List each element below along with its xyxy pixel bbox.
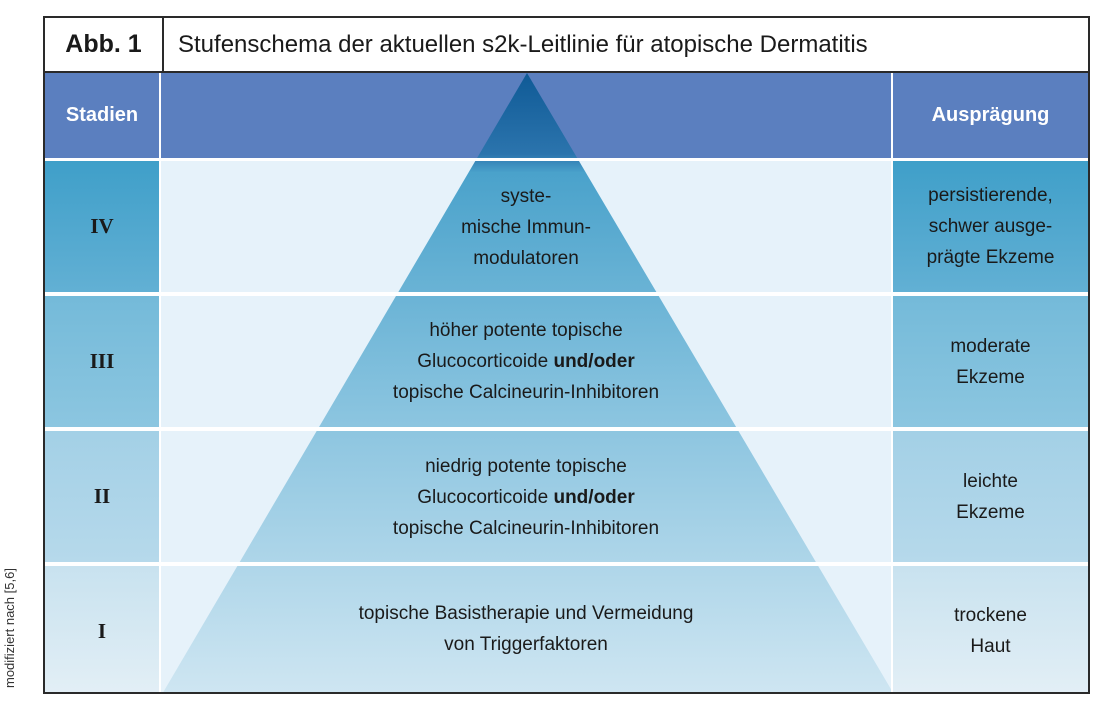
therapy-text-iv: syste- mische Immun- modulatoren: [461, 186, 591, 269]
severity-text: trockene Haut: [954, 605, 1027, 657]
therapy-text-i: topische Basistherapie und Vermeidung von Triggerfaktoren: [358, 603, 694, 655]
therapy-text-iii: höher potente topische Glucocorticoide und/oder topische Calcineurin-Inhibitoren: [392, 320, 660, 403]
severity-text: moderate Ekzeme: [950, 335, 1031, 388]
and-or-emphasis: und/oder: [553, 487, 635, 508]
source-note: modifiziert nach [5,6]: [2, 568, 17, 688]
figure-title: Stufenschema der aktuellen s2k-Leitlinie für atopische Dermatitis: [178, 30, 868, 58]
and-or-emphasis: und/oder: [553, 351, 635, 372]
figure-frame: [43, 16, 1090, 694]
figure-label: Abb. 1: [45, 18, 164, 71]
header-auspraegung: Ausprägung: [931, 104, 1050, 126]
stage-numeral: II: [93, 484, 111, 508]
severity-text: leichte Ekzeme: [956, 470, 1025, 523]
header-stadien: Stadien: [65, 104, 139, 126]
stage-numeral: III: [89, 349, 115, 373]
stage-numeral: I: [97, 618, 107, 643]
therapy-text-ii: niedrig potente topische Glucocorticoide und/oder topische Calcineurin-Inhibitoren: [392, 456, 660, 539]
severity-text: persistierende, schwer ausge- prägte Ekzeme: [926, 185, 1055, 268]
stage-numeral: IV: [90, 214, 114, 238]
